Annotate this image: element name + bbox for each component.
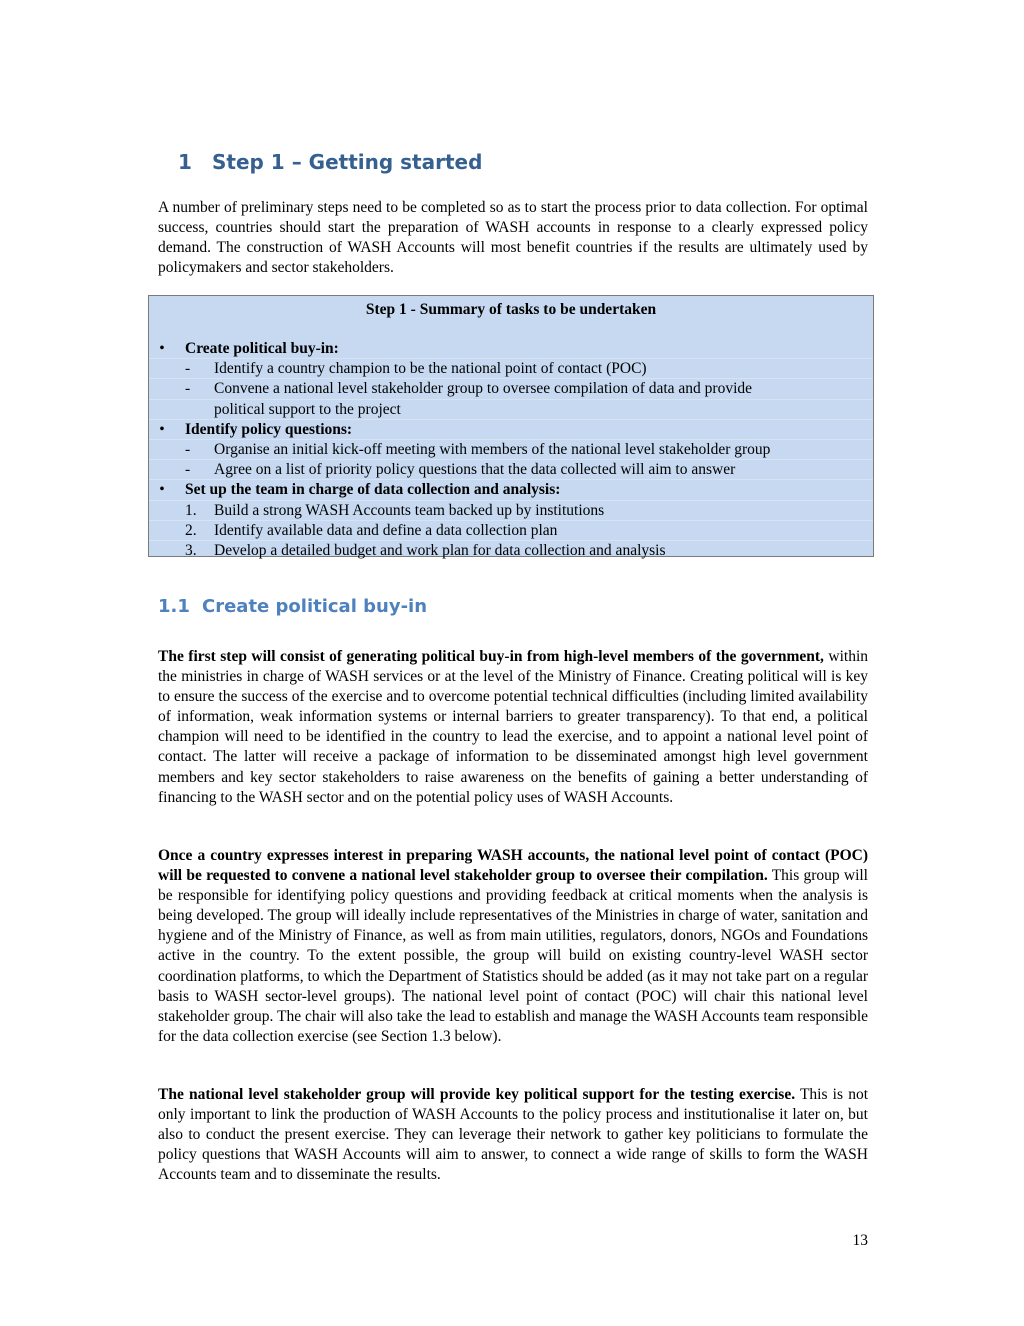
task-subitem — [149, 501, 873, 521]
task-subitem-continuation — [149, 400, 873, 420]
summary-box — [148, 295, 874, 560]
dash-marker: - — [185, 360, 191, 378]
task-heading: Create political buy-in: — [185, 340, 339, 357]
page-number: 13 — [852, 1232, 868, 1249]
body-paragraph-2 — [158, 846, 868, 1047]
subsection-heading — [158, 596, 427, 617]
dash-marker: - — [185, 461, 191, 479]
task-subitem — [149, 359, 873, 379]
number-marker: 3. — [185, 542, 197, 560]
section-title: Step 1 – Getting started — [212, 150, 483, 174]
task-text: Develop a detailed budget and work plan for data collection and analysis — [214, 542, 666, 560]
task-bullet — [149, 339, 873, 359]
number-marker: 2. — [185, 521, 197, 539]
intro-paragraph: A number of preliminary steps need to be completed so as to start the process prior to data collection. For optimal success, countries should start the preparation of WASH accounts in response to a clearly expressed policy demand. The construction of WASH Accounts will most benefit countries if the results are ultimately used by policymakers and sector stakeholders. — [158, 199, 868, 277]
paragraph-lead: The first step will consist of generating political buy-in from high-level members of the government, — [158, 648, 824, 665]
subsection-title: Create political buy-in — [202, 596, 428, 617]
paragraph-lead: Once a country expresses interest in preparing WASH accounts, the national level point of contact (POC) will be requested to convene a national level stakeholder group to oversee their compilation. — [158, 847, 868, 885]
task-subitem — [149, 379, 873, 399]
dash-marker: - — [185, 441, 191, 459]
task-subitem — [149, 460, 873, 480]
paragraph-body: This is not only important to link the production of WASH Accounts to the policy process and institutionalise it later on, but also to conduct the present exercise. They can leverage their network to gather key politicians to formulate the policy questions that WASH Accounts will aim to answer, to connect a wide range of skills to form the WASH Accounts team and to disseminate the results. — [158, 1086, 868, 1184]
task-subitem — [149, 521, 873, 541]
section-number: 1 — [178, 150, 192, 174]
summary-box-title: Step 1 - Summary of tasks to be undertaken — [365, 301, 657, 318]
task-text: Organise an initial kick-off meeting with members of the national level stakeholder group — [214, 441, 771, 459]
section-heading — [178, 150, 482, 174]
task-text: Agree on a list of priority policy questions that the data collected will aim to answer — [214, 461, 736, 479]
bullet-marker: • — [159, 340, 165, 357]
body-paragraph-1 — [158, 647, 868, 808]
task-heading: Set up the team in charge of data collection and analysis: — [185, 481, 561, 499]
task-bullet — [149, 480, 873, 500]
subsection-number: 1.1 — [158, 596, 190, 617]
task-heading: Identify policy questions: — [185, 420, 353, 438]
task-subitem — [149, 541, 873, 561]
task-text: Identify available data and define a data collection plan — [214, 521, 558, 539]
task-text: Convene a national level stakeholder group to oversee compilation of data and provide — [214, 380, 753, 398]
bullet-marker: • — [159, 420, 165, 438]
body-paragraph-3 — [158, 1085, 868, 1185]
paragraph-lead: The national level stakeholder group will provide key political support for the testing exercise. — [158, 1086, 796, 1103]
task-text: Build a strong WASH Accounts team backed up by institutions — [214, 501, 605, 519]
task-text: Identify a country champion to be the national point of contact (POC) — [214, 360, 647, 378]
paragraph-body: within the ministries in charge of WASH services or at the level of the Ministry of Finance. Creating political will is key to ensure the success of the exercise and to overcome potential technical difficulties (including limited availability of information, weak information systems or internal barriers to greater transparency). To that end, a political champion will need to be identified in the country to lead the exercise, and to appoint a national level point of contact. The latter will receive a package of information to be disseminated amongst high level government members and key sector stakeholders to raise awareness on the benefits of gaining a better understanding of financing to the WASH sector and on the potential policy uses of WASH Accounts. — [158, 648, 868, 806]
number-marker: 1. — [185, 501, 197, 519]
task-bullet — [149, 420, 873, 440]
task-subitem — [149, 440, 873, 460]
task-text: political support to the project — [214, 400, 401, 418]
summary-task-list — [149, 339, 873, 561]
bullet-marker: • — [159, 481, 165, 499]
paragraph-body: This group will be responsible for identifying policy questions and providing feedback at critical moments when the analysis is being developed. The group will ideally include representatives of the Ministries in charge of water, sanitation and hygiene and of the Ministry of Finance, as well as from main utilities, regulators, donors, NGOs and Foundations active in the country. To the extent possible, the group will build on existing country-level WASH sector coordination platforms, to which the Department of Statistics should be added (as it may not take part on a regular basis to WASH sector-level groups). The national level point of contact (POC) will chair this national level stakeholder group. The chair will also take the lead to establish and manage the WASH Accounts team responsible for the data collection exercise (see Section 1.3 below). — [158, 867, 868, 1045]
dash-marker: - — [185, 380, 191, 398]
